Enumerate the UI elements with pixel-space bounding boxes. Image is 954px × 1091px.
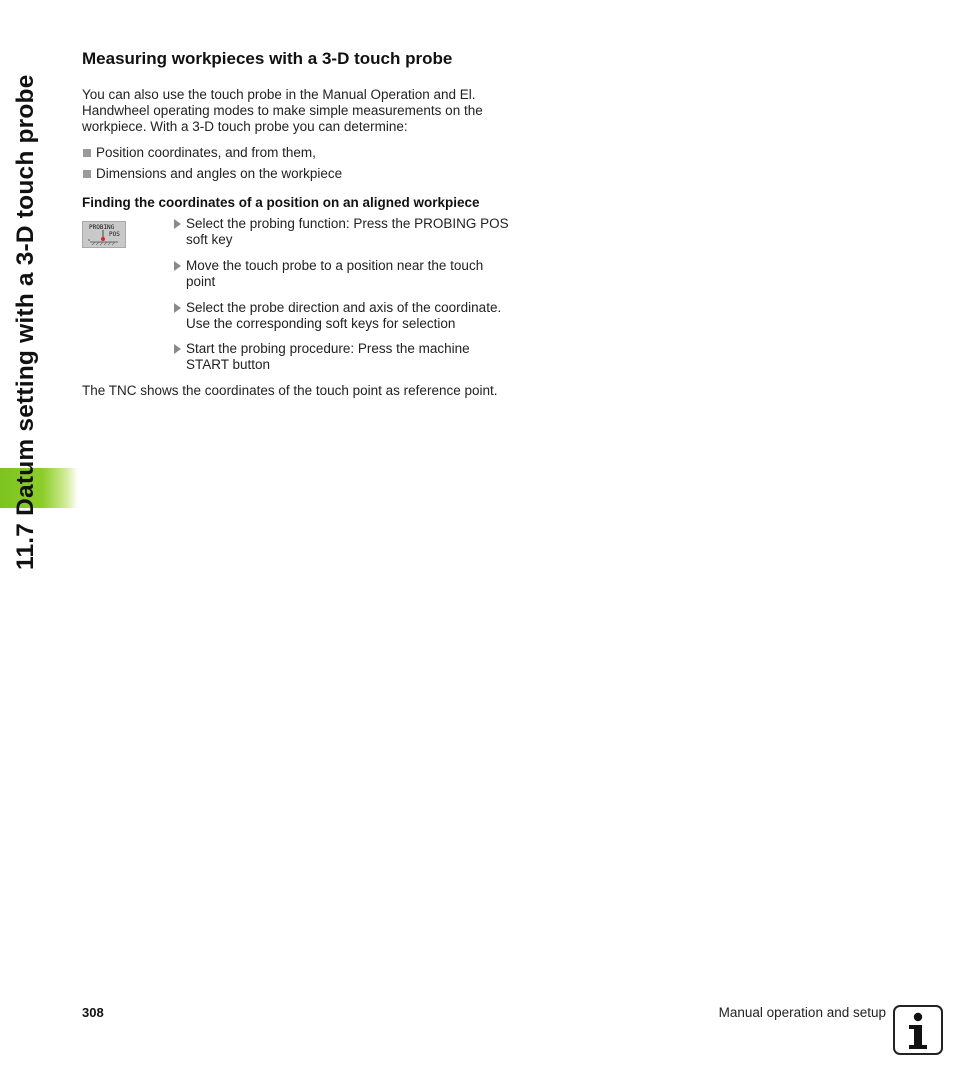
page-number: 308: [82, 1005, 104, 1020]
step-item: [172, 341, 532, 373]
bullet-item: [82, 166, 342, 181]
bullet-item: [82, 145, 316, 160]
softkey-label-2: POS: [109, 231, 120, 238]
intro-line: workpiece. With a 3-D touch probe you can determine:: [82, 119, 408, 134]
triangle-arrow-icon: [174, 219, 181, 229]
step-item: [172, 300, 532, 332]
intro-line: You can also use the touch probe in the Manual Operation and El.: [82, 87, 476, 102]
step-item: [172, 216, 532, 248]
softkey-label-1: PROBING: [89, 224, 115, 231]
info-icon: [893, 1005, 943, 1055]
chapter-title: 11.7 Datum setting with a 3-D touch probe: [12, 74, 39, 570]
bullet-text: Position coordinates, and from them,: [96, 145, 316, 160]
bullet-text: Dimensions and angles on the workpiece: [96, 166, 343, 181]
step-text: Move the touch probe to a position near the touch: [186, 258, 484, 273]
probe-graphic-icon: [82, 221, 126, 248]
result-text: The TNC shows the coordinates of the touch point as reference point.: [82, 383, 498, 398]
section-heading: Measuring workpieces with a 3-D touch probe: [82, 49, 453, 68]
triangle-arrow-icon: [174, 303, 181, 313]
step-text-cont: soft key: [186, 232, 233, 247]
step-text: Select the probing function: Press the PROBING POS: [186, 216, 509, 231]
triangle-arrow-icon: [174, 261, 181, 271]
triangle-arrow-icon: [174, 344, 181, 354]
step-text: Select the probe direction and axis of the coordinate.: [186, 300, 502, 315]
step-text: Start the probing procedure: Press the machine: [186, 341, 470, 356]
step-text-cont: START button: [186, 357, 271, 372]
intro-paragraph: [82, 87, 532, 135]
step-text-cont: Use the corresponding soft keys for selection: [186, 316, 456, 331]
footer-section-title: Manual operation and setup: [718, 1005, 886, 1020]
step-item: [172, 258, 532, 290]
step-text-cont: point: [186, 274, 216, 289]
probing-pos-softkey-icon: [82, 221, 126, 248]
subheading: Finding the coordinates of a position on an aligned workpiece: [82, 195, 480, 210]
square-bullet-icon: [83, 149, 91, 157]
square-bullet-icon: [83, 170, 91, 178]
intro-line: Handwheel operating modes to make simple measurements on the: [82, 103, 483, 118]
